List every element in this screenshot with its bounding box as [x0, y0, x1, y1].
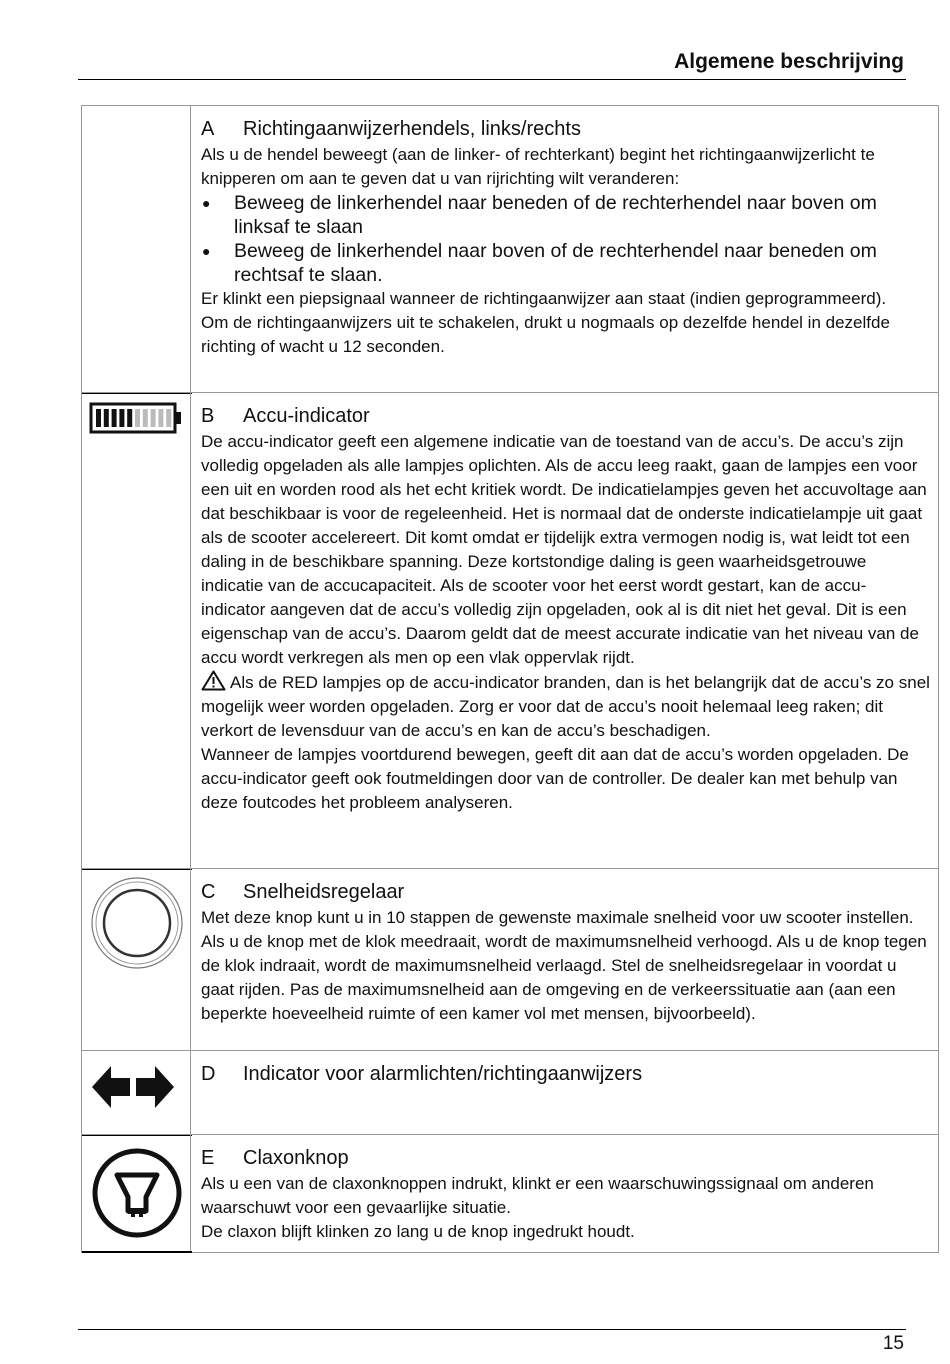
section-a-row — [81, 105, 939, 393]
section-d-letter: D — [201, 1063, 216, 1085]
section-b-icon-cell — [81, 393, 191, 869]
section-a-bullets — [201, 191, 930, 287]
bullet-icon: ● — [202, 243, 211, 259]
section-a-letter: A — [201, 118, 215, 140]
section-e-description: Als u een van de claxonknoppen indrukt, klinkt er een waarschuwingssignaal om anderen waarschuwt voor een gevaarlijke situatie. — [201, 1174, 874, 1217]
section-a-bullet-2: Beweeg de linkerhendel naar boven of de rechterhendel naar beneden om rechtsaf te slaan. — [234, 240, 877, 286]
section-b-warning-text: Als de RED lampjes op de accu-indicator branden, dan is het belangrijk dat de accu’s zo snel mogelijk weer worden opgeladen. Zorg er voor dat de accu’s nooit helemaal leeg raken; dit verkort de levensduur van de accu’s en kan de accu’s beschadigen. — [201, 673, 930, 740]
section-a-title: Richtingaanwijzerhendels, links/rechts — [243, 118, 581, 140]
section-c-letter: C — [201, 881, 216, 903]
page-number: 15 — [882, 1333, 904, 1354]
section-c-heading — [201, 879, 930, 906]
section-e-heading — [201, 1145, 930, 1172]
page-header-title: Algemene beschrijving — [674, 50, 904, 73]
section-a-off-note: Om de richtingaanwijzers uit te schakelen, drukt u nogmaals op dezelfde hendel in dezelfde richting of wacht u 12 seconden. — [201, 313, 890, 356]
battery-segment — [112, 409, 117, 427]
section-b-charging-note: Wanneer de lampjes voortdurend bewegen, geeft dit aan dat de accu’s worden opgeladen. De accu-indicator geeft ook foutmeldingen door van de controller. De dealer kan met behulp van deze foutcodes het probleem analyseren. — [201, 745, 909, 812]
section-b-letter: B — [201, 405, 215, 427]
section-d-title: Indicator voor alarmlichten/richtingaanwijzers — [243, 1063, 643, 1085]
section-b-warning — [201, 670, 930, 743]
section-d-row — [81, 1050, 939, 1135]
list-item — [201, 239, 930, 287]
section-c-row — [81, 868, 939, 1051]
battery-segment — [104, 409, 109, 427]
battery-segment — [135, 409, 140, 427]
section-a-intro: Als u de hendel beweegt (aan de linker- of rechterkant) begint het richtingaanwijzerlicht te knipperen om aan te geven dat u van rijrichting wilt veranderen: — [201, 145, 875, 188]
section-b-description: De accu-indicator geeft een algemene indicatie van de toestand van de accu’s. De accu’s zijn volledig opgeladen als alle lampjes oplichten. Als de accu leeg raakt, gaan de lampjes een voor een uit en worden rood als het echt kritiek wordt. De indicatielampjes geven het accuvoltage aan dat beschikbaar is voor de regeleenheid. Het is normaal dat de onderste indicatielampje uit gaat als de scooter accelereert. Dit komt omdat er tijdelijk extra vermogen nodig is, wat leidt tot een daling in de beschikbare spanning. Deze kortstondige daling is geen waarheidsgetrouwe indicatie van de accucapaciteit. Als de scooter voor het eerst wordt gestart, kan de accu-indicator aangeven dat de accu’s volledig zijn opgeladen, ook al is dit niet het geval. Dit is een eigenschap van de accu’s. Daarom geldt dat de meest accurate indicatie van het niveau van de accu wordt verkregen als men op een vlak oppervlak rijdt. — [201, 432, 927, 667]
section-b-text — [192, 393, 939, 869]
warning-icon — [201, 670, 226, 691]
list-item — [201, 191, 930, 239]
section-e-text — [192, 1135, 939, 1252]
section-e-icon-cell — [81, 1135, 191, 1252]
battery-segment — [158, 409, 163, 427]
battery-segment — [143, 409, 148, 427]
section-d-text — [192, 1051, 939, 1135]
section-a-heading — [201, 116, 930, 143]
battery-segment — [151, 409, 156, 427]
bullet-icon: ● — [202, 195, 211, 211]
header-divider — [78, 79, 906, 80]
section-c-title: Snelheidsregelaar — [243, 881, 405, 903]
battery-segment — [119, 409, 124, 427]
battery-segment — [166, 409, 171, 427]
speed-knob-icon — [89, 875, 185, 971]
horn-icon — [89, 1145, 185, 1241]
section-c-description: Met deze knop kunt u in 10 stappen de gewenste maximale snelheid voor uw scooter instellen. Als u de knop met de klok meedraait, wordt de maximumsnelheid verhoogd. Als u de knop tegen de klok indraait, wordt de maximumsnelheid verlaagd. Stel de snelheidsregelaar in voordat u gaat rijden. Pas de maximumsnelheid aan de omgeving en de verkeerssituatie aan (aan een beperkte hoeveelheid ruimte of een kamer vol met mensen, bijvoorbeeld). — [201, 908, 927, 1023]
battery-segment — [127, 409, 132, 427]
footer-divider — [78, 1329, 906, 1330]
hazard-arrows-icon — [91, 1062, 175, 1112]
section-d-icon-cell — [81, 1051, 191, 1135]
section-e-row — [81, 1134, 939, 1253]
section-e-title: Claxonknop — [243, 1147, 349, 1169]
section-b-row — [81, 392, 939, 869]
section-a-bullet-1: Beweeg de linkerhendel naar beneden of de rechterhendel naar boven om linksaf te slaan — [234, 192, 877, 238]
section-b-title: Accu-indicator — [243, 405, 370, 427]
section-a-icon-cell — [81, 106, 191, 393]
section-a-beep-note: Er klinkt een piepsignaal wanneer de richtingaanwijzer aan staat (indien geprogrammeerd). — [201, 289, 887, 308]
battery-segment — [96, 409, 101, 427]
section-a-text — [192, 106, 939, 393]
section-b-heading — [201, 403, 930, 430]
section-c-text — [192, 869, 939, 1051]
section-e-hold-note: De claxon blijft klinken zo lang u de knop ingedrukt houdt. — [201, 1222, 635, 1241]
section-d-heading — [201, 1061, 930, 1088]
battery-icon — [89, 400, 183, 436]
section-c-icon-cell — [81, 869, 191, 1051]
section-e-letter: E — [201, 1147, 215, 1169]
